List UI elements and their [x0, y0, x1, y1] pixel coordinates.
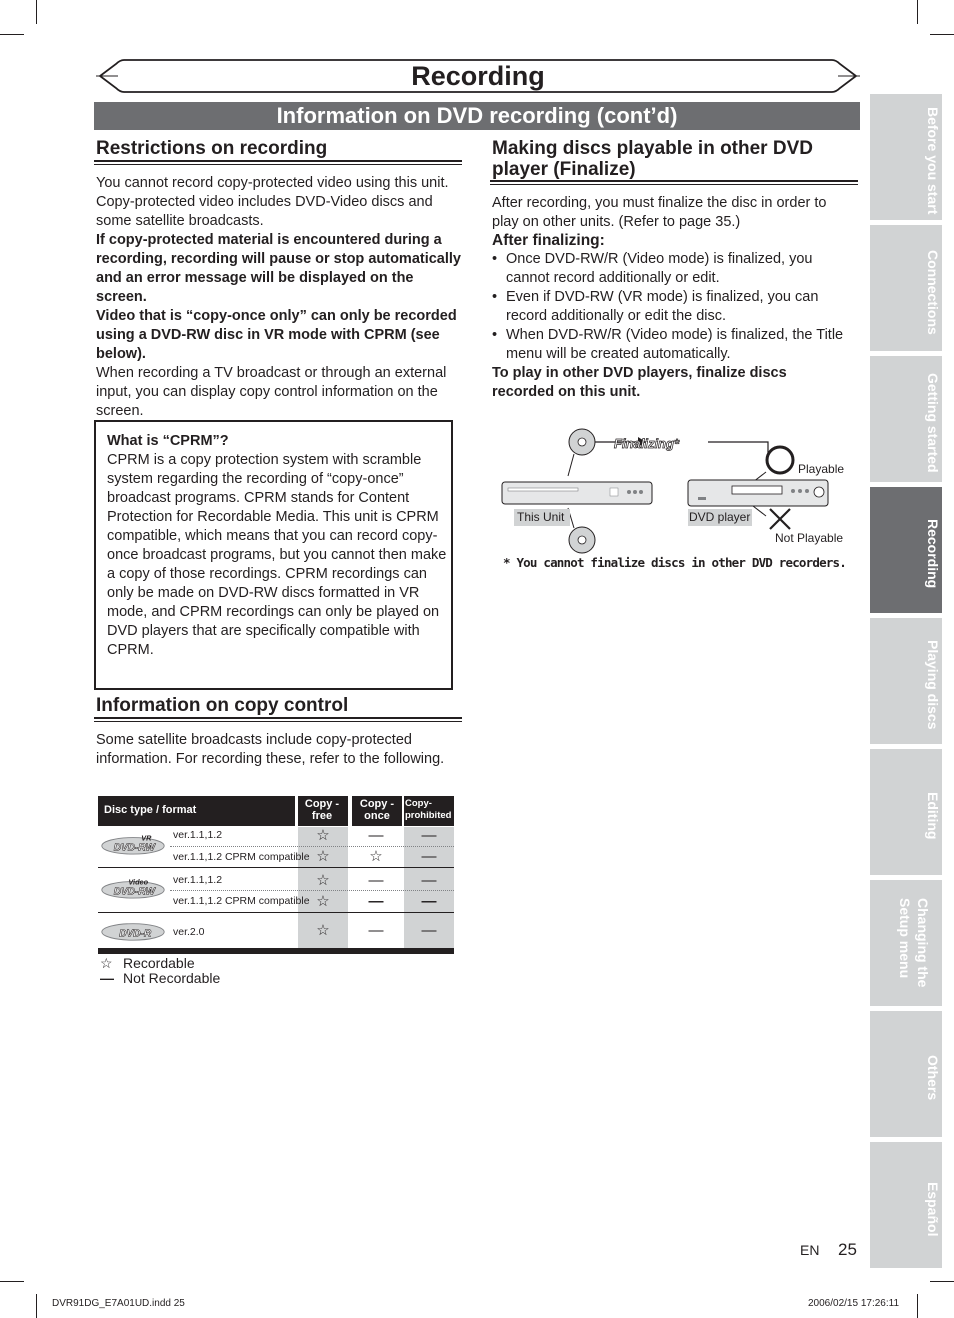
disc-icon: [569, 527, 595, 553]
table-header-copy-once: Copy -once: [352, 796, 402, 826]
restrictions-heading: Restrictions on recording: [96, 138, 328, 159]
list-item: • Once DVD-RW/R (Video mode) is finalized, you cannot record additionally or edit.: [492, 250, 844, 288]
heading-rule: [94, 160, 462, 162]
dvd-player-icon: [688, 480, 828, 506]
crop-mark: [930, 34, 954, 35]
copy-free-cell: ☆: [316, 827, 330, 844]
footer-file: DVR91DG_E7A01UD.indd 25: [52, 1298, 185, 1309]
copy-prohibited-cell: —: [421, 893, 437, 910]
copy-control-text: Some satellite broadcasts include copy-protected information. For recording these, refer to the following.: [96, 732, 445, 767]
disc-icon: [569, 429, 595, 455]
not-playable-label: Not Playable: [775, 531, 844, 545]
finalize-footnote: * You cannot finalize discs in other DVD recorders.: [503, 555, 847, 570]
playable-label: Playable: [798, 462, 845, 476]
page-subtitle: Information on DVD recording (cont’d): [94, 102, 860, 130]
table-header-copy-prohibited: Copy- prohibited: [404, 796, 454, 826]
after-finalizing-heading: After finalizing:: [492, 232, 605, 249]
dvd-rw-video-logo: [98, 877, 168, 899]
copy-free-cell: ☆: [316, 848, 330, 865]
crop-mark: [917, 1294, 918, 1318]
tab-others[interactable]: Others: [870, 1011, 942, 1137]
copy-once-cell: —: [368, 893, 384, 910]
heading-rule: [94, 164, 462, 165]
table-row-separator: [98, 912, 454, 913]
table-bottom-bar: [98, 948, 454, 954]
playable-circle-icon: [767, 447, 793, 473]
copy-free-cell: ☆: [316, 872, 330, 889]
svg-text:VR: VR: [141, 833, 152, 843]
tab-changing-setup-menu[interactable]: Changing the Setup menu: [870, 880, 942, 1006]
table-row-separator: [98, 867, 454, 868]
svg-text:DVD-RW: DVD-RW: [113, 886, 155, 898]
version-cell: ver.1.1,1.2 CPRM compatible: [173, 851, 310, 863]
crop-mark: [917, 0, 918, 24]
heading-rule: [94, 717, 462, 719]
copy-prohibited-cell: —: [421, 872, 437, 889]
copy-once-cell: —: [368, 827, 384, 844]
copy-free-cell: ☆: [316, 922, 330, 939]
not-playable-cross-icon: [770, 509, 790, 529]
tab-connections[interactable]: Connections: [870, 225, 942, 351]
copy-prohibited-cell: —: [421, 922, 437, 939]
version-cell: ver.1.1,1.2 CPRM compatible: [173, 895, 310, 907]
version-cell: ver.1.1,1.2: [173, 829, 223, 841]
this-unit-label: This Unit: [517, 510, 565, 524]
crop-mark: [930, 1281, 954, 1282]
footer-date: 2006/02/15 17:26:11: [808, 1298, 900, 1309]
svg-text:DVD-RW: DVD-RW: [113, 842, 155, 854]
finalize-instruction: To play in other DVD players, finalize discs recorded on this unit.: [492, 365, 787, 400]
dvd-rw-vr-logo: [98, 833, 168, 855]
table-legend: [100, 956, 220, 986]
copy-prohibited-cell: —: [421, 848, 437, 865]
restrictions-text: You cannot record copy-protected video using this unit. Copy-protected video includes DVD-Video discs and some satellite broadcasts. If copy-protected material is encountered during a recording, recording will pause or stop automatically and an error message will be displayed on the screen. Video that is “copy-once only” can only be recorded using a DVD-RW disc in VR mode with CPRM (see below). When recording a TV broadcast or through an external input, you can display copy control information on the screen.: [96, 175, 461, 419]
list-item: • When DVD-RW/R (Video mode) is finalized, the Title menu will be created automatically.: [492, 326, 844, 364]
this-unit-recorder-icon: [502, 482, 652, 504]
finalize-heading: Making discs playable in other DVD player (Finalize): [492, 138, 813, 180]
tab-recording[interactable]: Recording: [870, 487, 942, 613]
tab-before-you-start[interactable]: Before you start: [870, 94, 942, 220]
crop-mark: [36, 1294, 37, 1318]
copy-free-cell: ☆: [316, 893, 330, 910]
tab-espanol[interactable]: Español: [870, 1142, 942, 1268]
page-number: 25: [838, 1240, 857, 1259]
page-language: EN: [800, 1242, 820, 1258]
crop-mark: [0, 1281, 24, 1282]
version-cell: ver.2.0: [173, 926, 205, 938]
heading-rule: [490, 180, 858, 182]
legend-not-recordable: — Not Recordable: [100, 970, 221, 986]
tab-playing-discs[interactable]: Playing discs: [870, 618, 942, 744]
legend-recordable: ☆ Recordable: [100, 955, 195, 971]
table-row-divider: [170, 846, 454, 847]
table-header-disc: Disc type / format: [98, 796, 295, 826]
version-cell: ver.1.1,1.2: [173, 874, 223, 886]
cprm-info-text: What is “CPRM”? CPRM is a copy protection system with scramble system regarding the recording of “copy-once” broadcast programs. CPRM stands for Content Protection for Recordable Media. This unit is CPRM compatible, which means that you can record copy-once broadcast programs, but you cannot then make a copy of those recordings. CPRM recordings can only be made on DVD-RW discs formatted in VR mode, and CPRM recordings can only be played on DVD players that are specifically compatible with CPRM.: [107, 433, 447, 658]
copy-prohibited-cell: —: [421, 827, 437, 844]
finalizing-label: Finalizing*: [614, 436, 679, 451]
dvd-r-logo: [98, 920, 168, 942]
copy-once-cell: ☆: [369, 848, 383, 865]
tab-editing[interactable]: Editing: [870, 749, 942, 875]
list-item: • Even if DVD-RW (VR mode) is finalized, you can record additionally or edit the disc.: [492, 288, 844, 326]
svg-text:Video: Video: [128, 877, 149, 887]
table-header-copy-free: Copy -free: [298, 796, 348, 826]
dvd-player-label: DVD player: [689, 510, 751, 524]
heading-rule: [490, 184, 858, 185]
crop-mark: [0, 34, 24, 35]
page-title: Recording: [411, 61, 545, 91]
copy-control-heading: Information on copy control: [96, 695, 349, 716]
svg-text:DVD-R: DVD-R: [119, 928, 152, 940]
copy-once-cell: —: [368, 922, 384, 939]
table-row-divider: [170, 890, 454, 891]
crop-mark: [36, 0, 37, 24]
copy-once-cell: —: [368, 872, 384, 889]
heading-rule: [94, 721, 462, 722]
after-finalizing-list: [492, 250, 844, 364]
finalize-intro: After recording, you must finalize the disc in order to play on other units. (Refer to page 35.): [492, 195, 827, 230]
tab-getting-started[interactable]: Getting started: [870, 356, 942, 482]
